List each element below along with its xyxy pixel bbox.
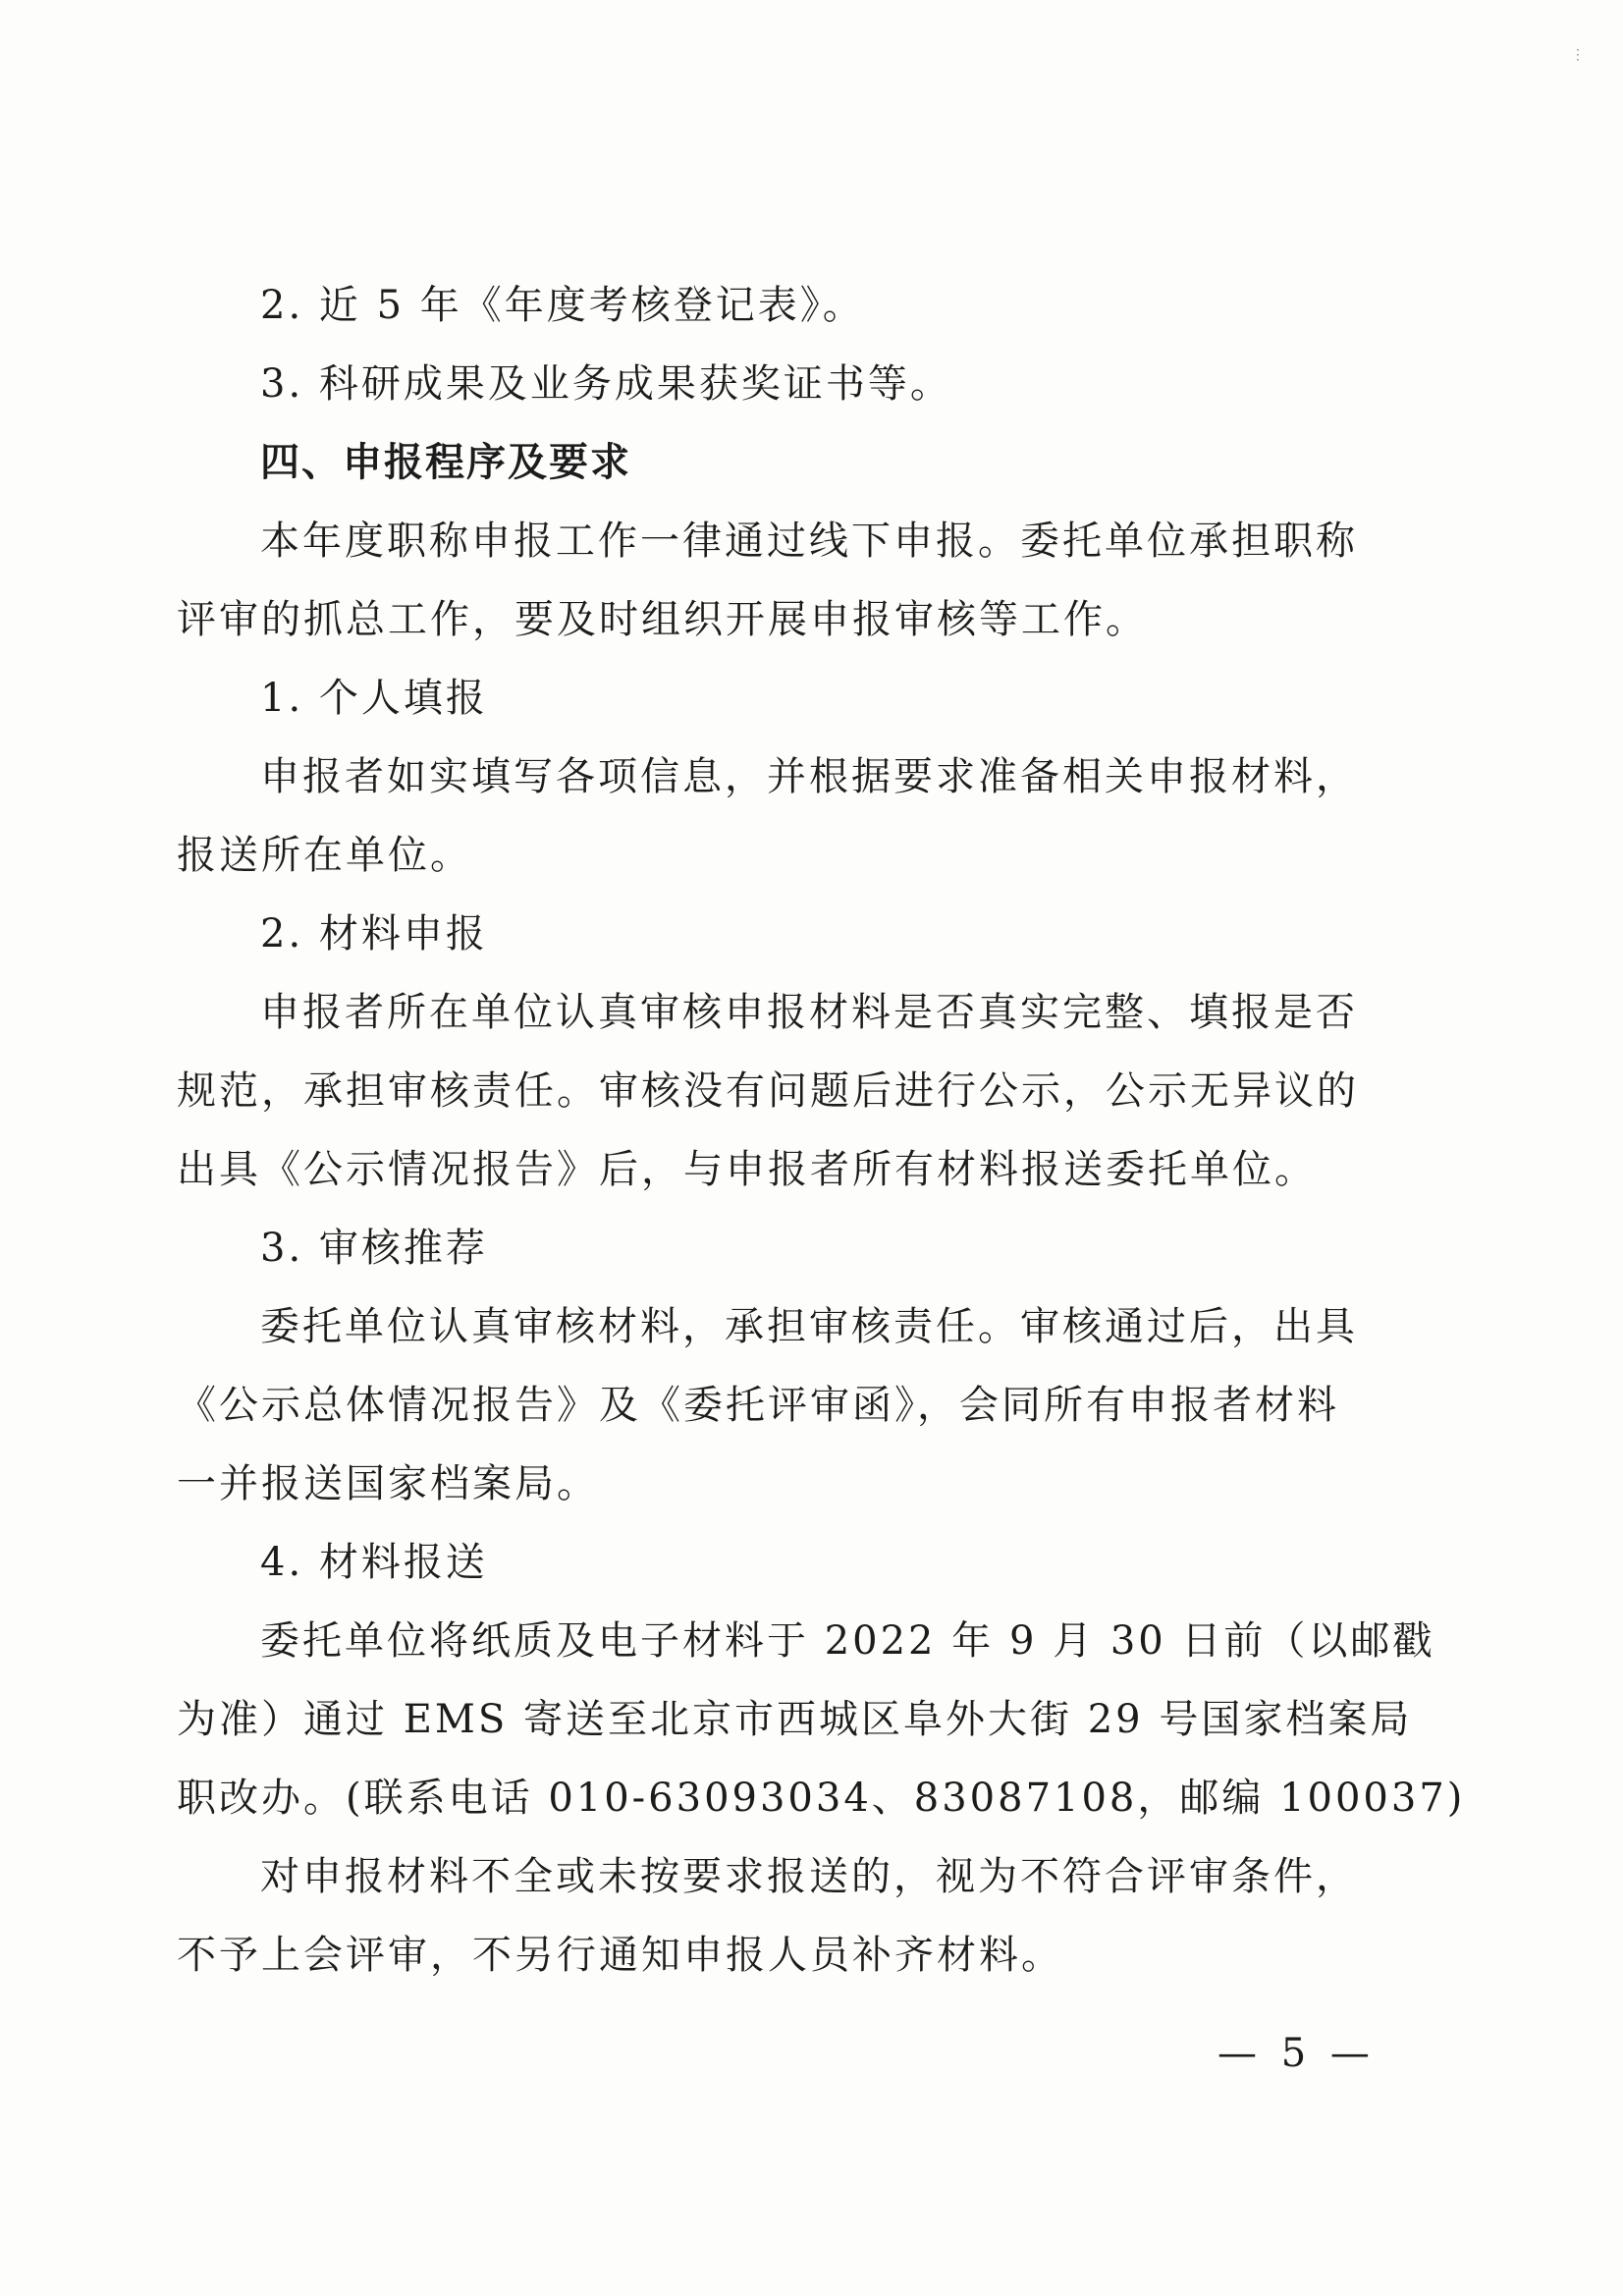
paragraph-line: 报送所在单位。	[177, 833, 472, 878]
section-heading-procedure: 四、申报程序及要求	[260, 440, 631, 485]
paragraph-line: 出具《公示情况报告》后，与申报者所有材料报送委托单位。	[177, 1147, 1317, 1192]
scan-speck-icon: ⋮	[1571, 47, 1585, 63]
paragraph-line: 申报者如实填写各项信息，并根据要求准备相关申报材料，	[260, 754, 1358, 799]
paragraph-line: 委托单位认真审核材料，承担审核责任。审核通过后，出具	[260, 1304, 1358, 1349]
paragraph-line: 本年度职称申报工作一律通过线下申报。委托单位承担职称	[260, 519, 1358, 564]
subheading-personal-filing: 1. 个人填报	[260, 676, 488, 721]
subheading-material-declaration: 2. 材料申报	[260, 911, 488, 957]
list-item-award-certificates: 3. 科研成果及业务成果获奖证书等。	[260, 361, 952, 407]
paragraph-line: 申报者所在单位认真审核申报材料是否真实完整、填报是否	[260, 990, 1358, 1035]
contact-info-line: 职改办。(联系电话 010-63093034、83087108，邮编 100037)	[177, 1776, 1466, 1821]
paragraph-line: 为准）通过 EMS 寄送至北京市西城区阜外大街 29 号国家档案局	[177, 1697, 1413, 1742]
list-item-annual-assessment: 2. 近 5 年《年度考核登记表》。	[260, 283, 865, 328]
subheading-review-recommendation: 3. 审核推荐	[260, 1226, 488, 1271]
paragraph-line: 对申报材料不全或未按要求报送的，视为不符合评审条件，	[260, 1854, 1358, 1899]
paragraph-line: 一并报送国家档案局。	[177, 1461, 599, 1506]
page-number: — 5 —	[1217, 2031, 1376, 2076]
paragraph-line: 委托单位将纸质及电子材料于 2022 年 9 月 30 日前（以邮戳	[260, 1618, 1435, 1664]
paragraph-line: 《公示总体情况报告》及《委托评审函》，会同所有申报者材料	[177, 1383, 1339, 1428]
subheading-material-submission: 4. 材料报送	[260, 1540, 488, 1585]
paragraph-line: 评审的抓总工作，要及时组织开展申报审核等工作。	[177, 597, 1148, 642]
paragraph-line: 规范，承担审核责任。审核没有问题后进行公示，公示无异议的	[177, 1068, 1359, 1114]
paragraph-line: 不予上会评审，不另行通知申报人员补齐材料。	[177, 1933, 1063, 1978]
